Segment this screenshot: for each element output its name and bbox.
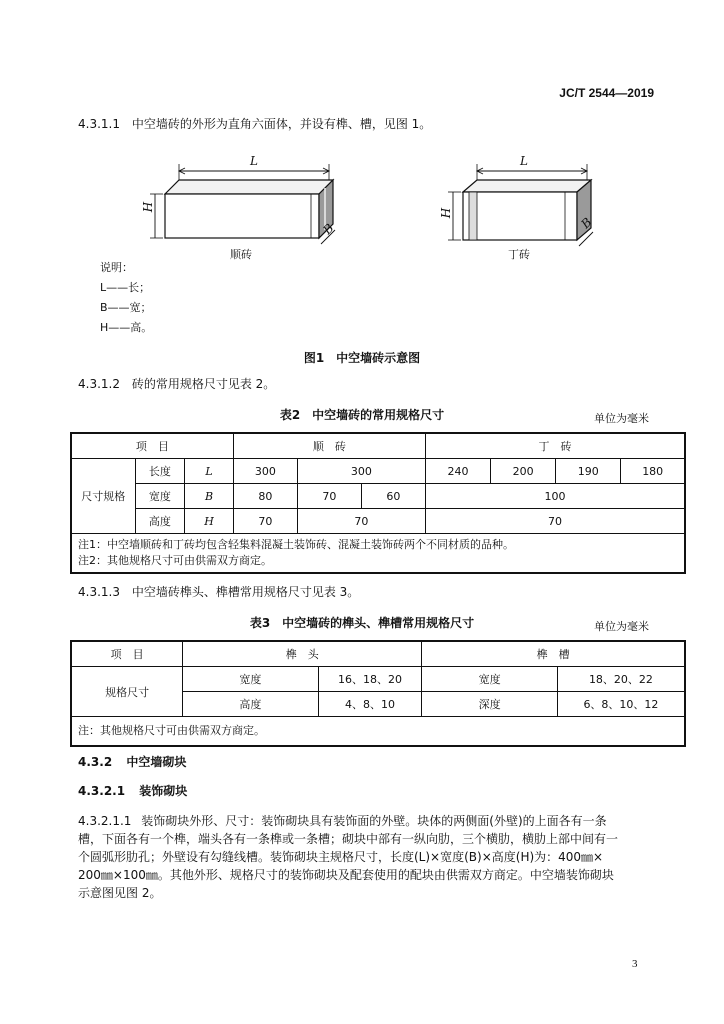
cell-groove-width-label: 宽度	[422, 667, 558, 692]
header-item: 项 目	[71, 641, 183, 667]
clause-heading: 中空墙砌块	[126, 755, 187, 769]
header-stretcher: 顺 砖	[233, 433, 425, 459]
clause-text: 中空墙砖的外形为直角六面体，并设有榫、槽，见图 1。	[131, 117, 432, 131]
cell-tenon-width-value: 16、18、20	[318, 667, 422, 692]
dim-label-b-header: B	[578, 214, 595, 232]
cell-height-shun-2: 70	[297, 509, 425, 534]
dim-label-b-stretcher: B	[320, 220, 337, 238]
table-row	[71, 509, 685, 534]
cell-groove-width-value: 18、20、22	[557, 667, 685, 692]
legend-item-h: H——高。	[100, 321, 153, 334]
stretcher-brick-drawing	[150, 164, 335, 244]
figure-legend	[100, 258, 152, 338]
clause-4-3-1-3	[78, 584, 359, 600]
header-groove: 榫 槽	[422, 641, 685, 667]
legend-item-l: L——长；	[100, 281, 151, 294]
table-2-unit: 单位为毫米	[594, 412, 649, 425]
cell-width-shun-2: 70	[297, 484, 361, 509]
label-stretcher-brick: 顺砖	[230, 248, 252, 261]
clause-4-3-1-1	[78, 116, 431, 132]
cell-length-ding-1: 240	[425, 459, 490, 484]
cell-height-shun-1: 70	[233, 509, 297, 534]
page-number: 3	[632, 958, 638, 970]
cell-length-shun-2: 300	[297, 459, 425, 484]
clause-text: 砖的常用规格尺寸见表 2。	[131, 377, 276, 391]
row-group-label: 尺寸规格	[71, 459, 135, 534]
cell-length-ding-3: 190	[556, 459, 621, 484]
table-2-notes	[71, 534, 685, 574]
cell-length-shun-1: 300	[233, 459, 297, 484]
table-row	[71, 484, 685, 509]
table-3-title: 表3 中空墙砖的榫头、榫槽常用规格尺寸	[249, 616, 475, 630]
cell-tenon-height-label: 高度	[183, 692, 319, 717]
cell-length-ding-4: 180	[621, 459, 685, 484]
clause-number: 4.3.2.1.1	[78, 814, 132, 828]
cell-width-label: 宽度	[135, 484, 185, 509]
cell-height-ding: 70	[425, 509, 685, 534]
paragraph-line	[78, 812, 658, 830]
label-header-brick: 丁砖	[508, 248, 530, 261]
table-header-row	[71, 641, 685, 667]
table-notes-row	[71, 717, 685, 747]
standard-number: JC/T 2544—2019	[559, 86, 654, 100]
clause-number: 4.3.1.1	[78, 117, 120, 131]
cell-height-symbol: H	[185, 509, 234, 534]
table-notes-row	[71, 534, 685, 574]
table-row	[71, 459, 685, 484]
clause-heading: 装饰砌块	[139, 784, 188, 798]
cell-tenon-height-value: 4、8、10	[318, 692, 422, 717]
cell-groove-depth-label: 深度	[422, 692, 558, 717]
clause-number: 4.3.1.2	[78, 377, 120, 391]
table-2-note-2: 注2：其他规格尺寸可由供需双方商定。	[78, 554, 272, 567]
cell-groove-depth-value: 6、8、10、12	[557, 692, 685, 717]
paragraph-line: 200㎜×100㎜。其他外形、规格尺寸的装饰砌块及配套使用的配块由供需双方商定。中空墙装饰砌块	[78, 868, 614, 882]
paragraph-line: 个圆弧形肋孔；外壁设有勾缝线槽。装饰砌块主规格尺寸，长度(L)×宽度(B)×高度(H)为：400㎜×	[78, 850, 604, 864]
table-header-row	[71, 433, 685, 459]
cell-length-label: 长度	[135, 459, 185, 484]
dim-label-h-stretcher: H	[141, 201, 156, 213]
clause-number: 4.3.2.1	[78, 784, 126, 798]
clause-4-3-2	[78, 754, 186, 770]
paragraph-line: 槽，下面各有一个榫，端头各有一条榫或一条槽；砌块中部有一纵向肋，三个横肋，横肋上部中间有一	[78, 832, 619, 846]
cell-height-label: 高度	[135, 509, 185, 534]
header-tenon: 榫 头	[183, 641, 422, 667]
header-item: 项 目	[71, 433, 233, 459]
clause-text: 中空墙砖榫头、榫槽常用规格尺寸见表 3。	[131, 585, 360, 599]
dim-label-l-header: L	[520, 154, 528, 168]
row-group-label: 规格尺寸	[71, 667, 183, 717]
clause-number: 4.3.1.3	[78, 585, 120, 599]
cell-length-ding-2: 200	[491, 459, 556, 484]
table-row	[71, 667, 685, 692]
cell-width-shun-3: 60	[361, 484, 425, 509]
clause-number: 4.3.2	[78, 755, 113, 769]
table-3-note: 注：其他规格尺寸可由供需双方商定。	[71, 717, 685, 747]
cell-width-ding: 100	[425, 484, 685, 509]
paragraph-text: 装饰砌块外形、尺寸：装饰砌块具有装饰面的外壁。块体的两侧面(外壁)的上面各有一条	[141, 814, 607, 828]
table-3-unit: 单位为毫米	[594, 620, 649, 633]
figure-1-caption: 图1 中空墙砖示意图	[303, 351, 421, 365]
table-3	[70, 640, 686, 747]
legend-item-b: B——宽；	[100, 301, 152, 314]
clause-4-3-2-1-1	[78, 812, 658, 902]
figure-1-drawing	[135, 150, 615, 265]
cell-width-shun-1: 80	[233, 484, 297, 509]
paragraph-line: 示意图见图 2。	[78, 886, 162, 900]
header-header-brick: 丁 砖	[425, 433, 685, 459]
table-2-title: 表2 中空墙砖的常用规格尺寸	[279, 408, 445, 422]
cell-tenon-width-label: 宽度	[183, 667, 319, 692]
dim-label-l-stretcher: L	[250, 154, 258, 168]
legend-title: 说明：	[100, 261, 133, 274]
table-2	[70, 432, 686, 574]
dim-label-h-header: H	[439, 207, 454, 219]
clause-4-3-1-2	[78, 376, 275, 392]
cell-length-symbol: L	[185, 459, 234, 484]
table-2-note-1: 注1：中空墙顺砖和丁砖均包含轻集料混凝土装饰砖、混凝土装饰砖两个不同材质的品种。	[78, 538, 514, 551]
clause-4-3-2-1	[78, 783, 187, 799]
cell-width-symbol: B	[185, 484, 234, 509]
header-brick-drawing	[448, 164, 593, 246]
